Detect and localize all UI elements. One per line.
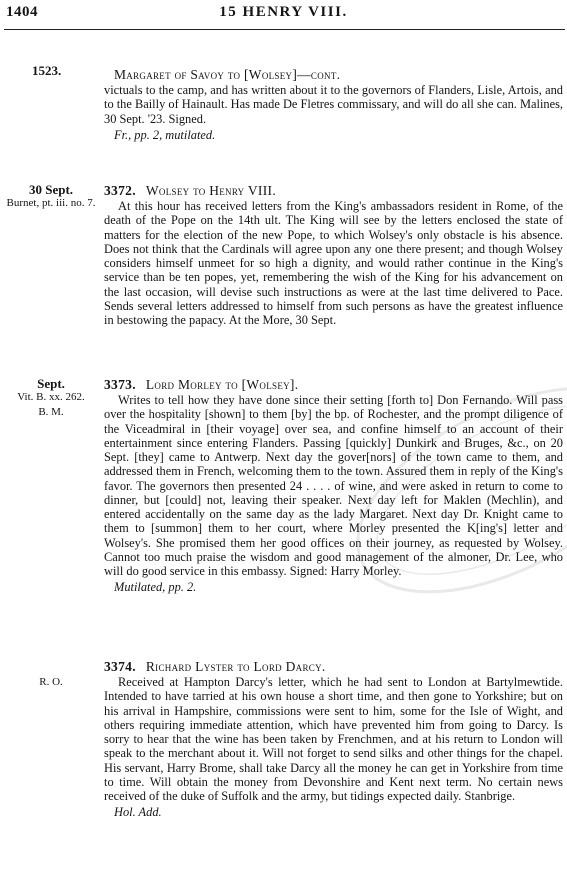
continued-heading: Margaret of Savoy to [Wolsey]—cont. — [114, 67, 341, 82]
entry-description: Mutilated, pp. 2. — [114, 580, 197, 595]
entry-text: Writes to tell how they have done since their setting [forth to] Don Fernando. Will pass over the hospitality [shown] to them [by] the bp. of Rochester, and the prompt diligence of the Viceadmiral in [their voyage] over sea, and confine himself to an account of their entertainment since entering Flanders. Passing [quickly] Dunkirk and Bruges, &c., on 20 Sept. [they] came to Antwerp. Next day the gover[nors] of the town came to them, and addressed them in French, welcoming them to the town. Assured them in reply of the King's favor. The governors then presented 24 . . . . of wine, and were asked in return to come to dinner, but [could] not, leaving their speaker. Next day left for Maklen (Mechlin), and entered accidentally on the same day as the lady Margaret. Next day Dr. Knight came to them to [summon] them to her court, where Morley presented the K[ing's] letter and Wolsey's. She promised them her good offices on their journey, as requested by Wolsey. Cannot too much praise the wisdom and good management of the almoner, Dr. Lee, who will do good service in this embassy. Signed: Harry Morley. — [104, 393, 563, 578]
entry-title: Richard Lyster to Lord Darcy. — [145, 659, 326, 674]
entry-number: 3373. — [104, 377, 136, 392]
continued-description: Fr., pp. 2, mutilated. — [114, 127, 216, 142]
entry-text: Received at Hampton Darcy's letter, which he had sent to London at Bartylmewtide. Intended to have tarried at his own house a short time, and then gone to Yorkshire; but on his arrival in Hampshire, commissions were sent to him, some for the Isle of Wight, and others requiring immediate attention, which have prevented him from going to Darcy. Is sorry to hear that the wine has been taken by Frenchmen, and at his return to London will speak to the merchant about it. Will not forget to send silks and other things for the chapel. His servant, Harry Brome, shall take Darcy all the money he can get in Yorkshire from time to time. Will obtain the money from Devonshire and Kent next term. No certain news received of the duke of Suffolk and the army, but tidings expected daily. Stanbrige. — [104, 675, 563, 803]
continued-text: victuals to the camp, and has written about it to the governors of Flanders, Lisle, Artois, and to the Bailly of Hainault. Has made De Fletres commissary, and will do all she can. Malines, 30 Sept. '23. Signed. — [104, 83, 563, 126]
margin-source: R. O. — [39, 676, 63, 688]
entry-margin-3373 — [4, 377, 98, 418]
entry-heading — [104, 182, 563, 199]
entry-3372 — [104, 182, 563, 327]
entry-number: 3374. — [104, 659, 136, 674]
running-title: 15 HENRY VIII. — [219, 4, 348, 20]
entry-title: Lord Morley to [Wolsey]. — [145, 377, 299, 392]
entry-3373 — [104, 376, 563, 595]
entry-heading — [104, 376, 563, 393]
year-label: 1523. — [32, 63, 62, 78]
margin-date: Sept. — [37, 376, 65, 391]
margin-source: B. M. — [38, 406, 64, 418]
page-number: 1404 — [6, 4, 38, 20]
entry-margin-3372 — [4, 183, 98, 209]
entry-heading — [104, 658, 563, 675]
entry-3374 — [104, 658, 563, 820]
entry-number: 3372. — [104, 183, 136, 198]
entry-text: At this hour has received letters from the King's ambassadors resident in Rome, of the death of the Pope on the 14th ult. The King will see by the letters enclosed the state of matters for the election of the new Pope, to which Wolsey's only obstacle is his absence. Does not think that the Cardinals will agree upon any one there present; and though Wolsey considers himself unmeet for so high a dignity, and would rather continue in the King's service than be ten popes, yet, remembering the wish of the King for his advancement on the last occasion, will devise such instructions as were at the last time delivered to Pace. Sends several letters addressed to himself from such persons as have the greatest influence in bestowing the papacy. At the More, 30 Sept. — [104, 199, 563, 327]
continued-entry — [104, 66, 563, 142]
margin-reference: Burnet, pt. iii. no. 7. — [6, 197, 96, 209]
entry-margin-3374 — [4, 676, 98, 688]
margin-date: 30 Sept. — [28, 182, 74, 197]
margin-reference: Vit. B. xx. 262. — [17, 391, 85, 403]
header-rule — [4, 29, 565, 30]
entry-description: Hol. Add. — [114, 805, 162, 820]
entry-title: Wolsey to Henry VIII. — [145, 183, 276, 198]
